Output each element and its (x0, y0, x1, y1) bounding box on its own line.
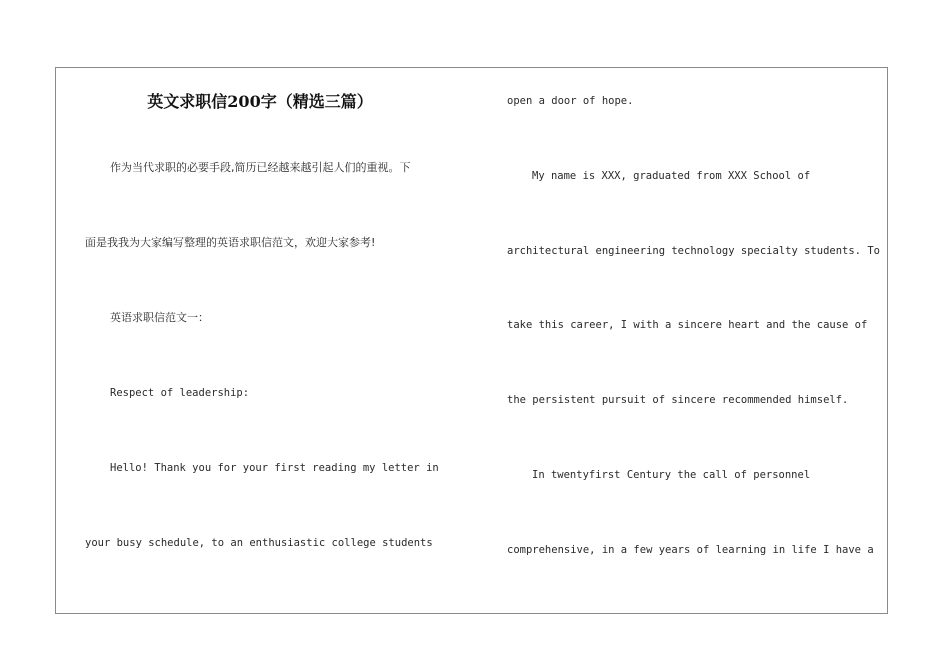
document-title: 英文求职信200字（精选三篇） (147, 92, 373, 111)
right-paragraph-line: comprehensive, in a few years of learning in life I have a (507, 544, 874, 556)
right-paragraph-line: In twentyfirst Century the call of personnel (532, 469, 811, 481)
left-subheading: 英语求职信范文一： (110, 311, 209, 324)
left-paragraph-line: 作为当代求职的必要手段,简历已经越来越引起人们的重视。下 (110, 161, 411, 174)
right-paragraph-line: take this career, I with a sincere heart and the cause of (507, 319, 868, 331)
left-paragraph-line: 面是我我为大家编写整理的英语求职信范文，欢迎大家参考! (85, 236, 376, 249)
page-border (55, 67, 888, 614)
right-paragraph-line: open a door of hope. (507, 95, 634, 107)
right-paragraph-line: architectural engineering technology specialty students. To (507, 245, 880, 257)
left-paragraph-line: Hello! Thank you for your first reading my letter in (110, 462, 439, 474)
left-paragraph-line: your busy schedule, to an enthusiastic college students (85, 537, 433, 549)
right-paragraph-line: the persistent pursuit of sincere recommended himself. (507, 394, 849, 406)
right-paragraph-line: My name is XXX, graduated from XXX School of (532, 170, 811, 182)
left-salutation: Respect of leadership: (110, 387, 250, 399)
